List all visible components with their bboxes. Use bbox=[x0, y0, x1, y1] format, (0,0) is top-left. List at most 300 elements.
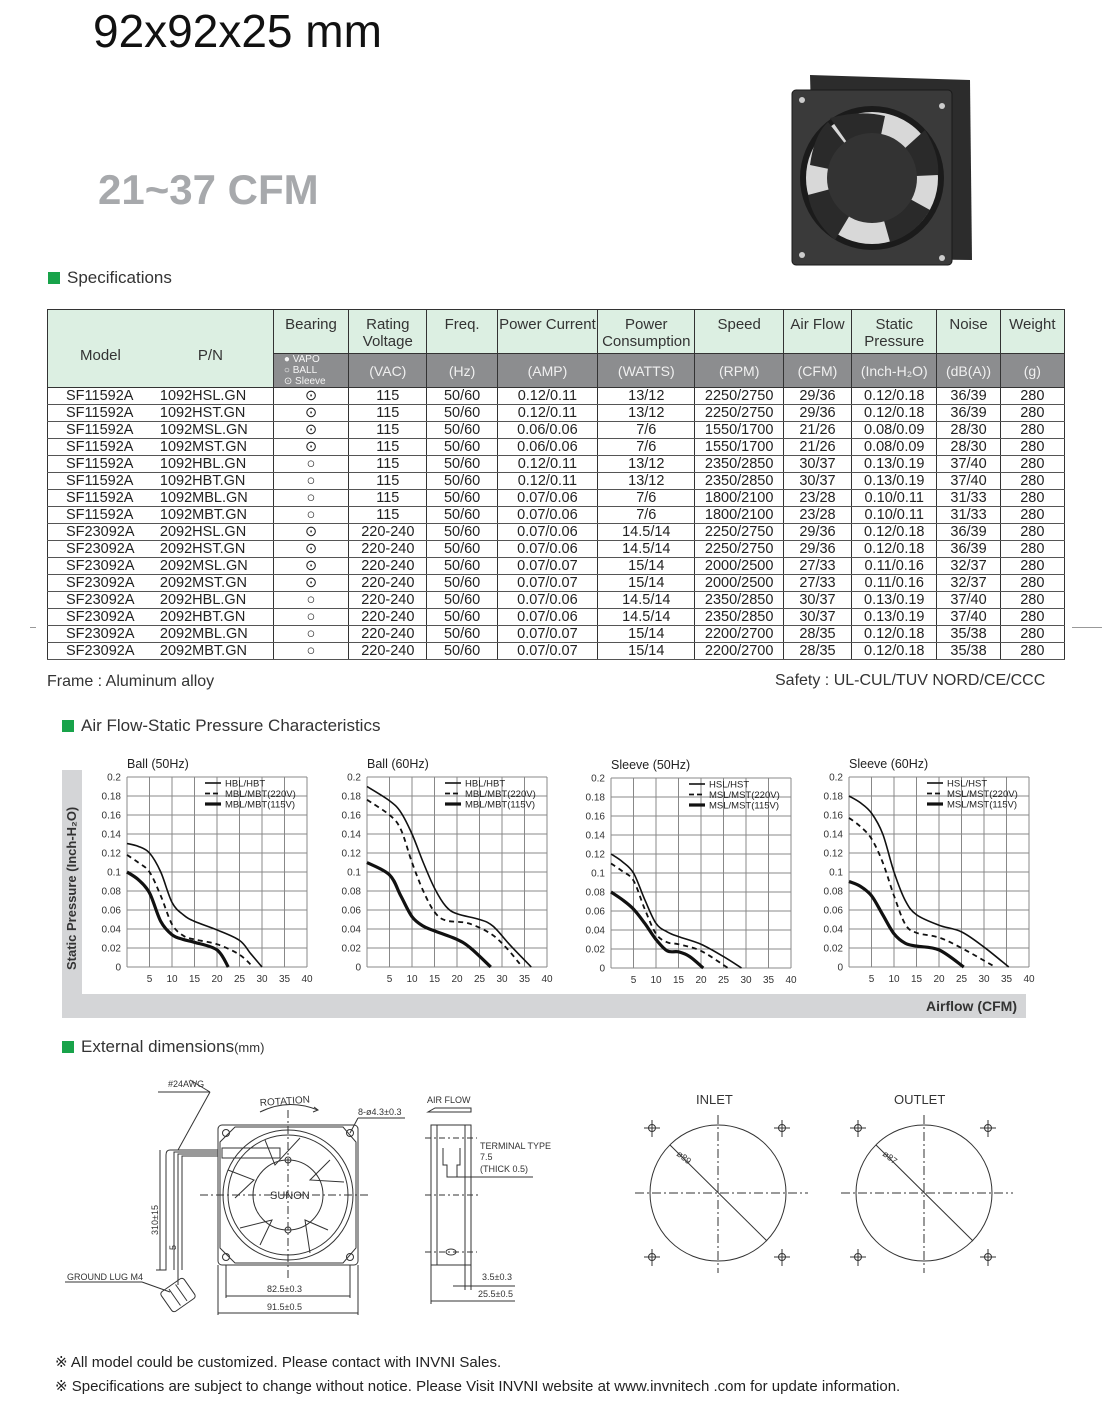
ground-lug-label: GROUND LUG M4 bbox=[67, 1272, 144, 1282]
sleeve-icon: ⊙ bbox=[283, 376, 293, 387]
header-consumption: Power Consumption bbox=[598, 310, 695, 354]
x-tick-label: 35 bbox=[278, 974, 291, 985]
cell-watts: 15/14 bbox=[598, 626, 695, 643]
airflow-direction-label: AIR FLOW bbox=[427, 1095, 471, 1105]
cell-watts: 7/6 bbox=[598, 439, 695, 456]
sleeve-bearing-icon: ⊙ bbox=[273, 405, 348, 422]
cell-model: SF11592A bbox=[48, 473, 158, 490]
cell-speed: 1550/1700 bbox=[695, 422, 783, 439]
x-tick-label: 5 bbox=[386, 974, 393, 985]
cell-speed: 2250/2750 bbox=[695, 524, 783, 541]
cell-noise: 37/40 bbox=[937, 592, 1000, 609]
y-tick-label: 0.2 bbox=[829, 772, 843, 784]
cell-weight: 280 bbox=[1000, 575, 1064, 592]
x-tick-label: 5 bbox=[630, 975, 637, 986]
ball-bearing-icon: ○ bbox=[273, 592, 348, 609]
outlet-diameter-label: ø87 bbox=[880, 1148, 900, 1167]
inlet-view-drawing bbox=[630, 1085, 820, 1275]
unit-airflow: (CFM) bbox=[783, 354, 851, 388]
legend-label: HSL/HST bbox=[947, 778, 988, 790]
cell-freq: 50/60 bbox=[427, 490, 497, 507]
unit-voltage: (VAC) bbox=[349, 354, 427, 388]
cell-freq: 50/60 bbox=[427, 558, 497, 575]
cell-watts: 15/14 bbox=[598, 575, 695, 592]
chart-sleeve-50hz bbox=[585, 758, 811, 988]
cell-pressure: 0.13/0.19 bbox=[852, 609, 937, 626]
fan-depth-label: 25.5±0.5 bbox=[478, 1289, 513, 1299]
cell-watts: 13/12 bbox=[598, 473, 695, 490]
customization-note: ※ All model could be customized. Please contact with INVNI Sales. bbox=[55, 1354, 502, 1371]
cell-pn: 2092MBT.GN bbox=[158, 643, 273, 660]
header-current: Power Current bbox=[497, 310, 597, 354]
cell-speed: 1800/2100 bbox=[695, 490, 783, 507]
cell-current: 0.12/0.11 bbox=[497, 405, 597, 422]
mounting-holes-label: 8-ø4.3±0.3 bbox=[358, 1107, 402, 1117]
cell-speed: 2350/2850 bbox=[695, 473, 783, 490]
cell-cfm: 30/37 bbox=[783, 456, 851, 473]
flange-thickness-label: 3.5±0.3 bbox=[482, 1272, 512, 1282]
y-tick-label: 0.2 bbox=[107, 772, 121, 784]
header-pn: P/N bbox=[158, 310, 273, 388]
y-tick-label: 0.12 bbox=[341, 848, 361, 860]
ball-bearing-icon: ○ bbox=[273, 473, 348, 490]
cell-model: SF11592A bbox=[48, 405, 158, 422]
y-tick-label: 0.04 bbox=[823, 924, 843, 936]
y-tick-label: 0.06 bbox=[585, 906, 605, 918]
legend-label: MSL/MST(220V) bbox=[947, 789, 1018, 800]
cell-noise: 37/40 bbox=[937, 609, 1000, 626]
sleeve-bearing-icon: ⊙ bbox=[273, 439, 348, 456]
safety-certification-note: Safety : UL-CUL/TUV NORD/CE/CCC bbox=[775, 672, 1046, 689]
x-tick-label: 15 bbox=[672, 975, 685, 986]
cell-weight: 280 bbox=[1000, 405, 1064, 422]
cell-pressure: 0.12/0.18 bbox=[852, 388, 937, 405]
cell-speed: 2350/2850 bbox=[695, 609, 783, 626]
cell-noise: 35/38 bbox=[937, 626, 1000, 643]
cell-freq: 50/60 bbox=[427, 626, 497, 643]
cell-noise: 36/39 bbox=[937, 541, 1000, 558]
cell-watts: 7/6 bbox=[598, 507, 695, 524]
cell-voltage: 220-240 bbox=[349, 558, 427, 575]
sleeve-bearing-icon: ⊙ bbox=[273, 558, 348, 575]
cell-model: SF11592A bbox=[48, 456, 158, 473]
y-tick-label: 0.06 bbox=[341, 905, 361, 917]
table-row bbox=[48, 592, 1065, 609]
cell-speed: 1550/1700 bbox=[695, 439, 783, 456]
x-tick-label: 30 bbox=[256, 974, 268, 985]
header-bearing: Bearing bbox=[273, 310, 348, 354]
y-tick-label: 0.08 bbox=[585, 887, 605, 899]
x-tick-label: 20 bbox=[211, 974, 223, 985]
chart-title: Sleeve (50Hz) bbox=[611, 758, 691, 772]
cell-noise: 36/39 bbox=[937, 388, 1000, 405]
cell-model: SF23092A bbox=[48, 626, 158, 643]
cell-model: SF11592A bbox=[48, 490, 158, 507]
cell-model: SF23092A bbox=[48, 643, 158, 660]
cell-noise: 28/30 bbox=[937, 439, 1000, 456]
cell-pn: 1092HBL.GN bbox=[158, 456, 273, 473]
y-tick-label: 0.08 bbox=[341, 886, 361, 898]
cell-current: 0.06/0.06 bbox=[497, 439, 597, 456]
cell-freq: 50/60 bbox=[427, 507, 497, 524]
cell-model: SF23092A bbox=[48, 575, 158, 592]
header-airflow: Air Flow bbox=[783, 310, 851, 354]
x-tick-label: 30 bbox=[978, 974, 990, 985]
legend-label: MSL/MST(220V) bbox=[709, 790, 780, 801]
cell-pressure: 0.08/0.09 bbox=[852, 422, 937, 439]
cell-watts: 15/14 bbox=[598, 643, 695, 660]
cell-current: 0.12/0.11 bbox=[497, 456, 597, 473]
cell-pressure: 0.11/0.16 bbox=[852, 575, 937, 592]
page-title: 92x92x25 mm bbox=[93, 5, 382, 57]
cell-weight: 280 bbox=[1000, 592, 1064, 609]
cell-speed: 2200/2700 bbox=[695, 643, 783, 660]
legend-label: HBL/HBT bbox=[465, 778, 506, 790]
cell-pressure: 0.13/0.19 bbox=[852, 592, 937, 609]
cell-pn: 1092HBT.GN bbox=[158, 473, 273, 490]
header-model: Model bbox=[48, 310, 158, 388]
series-line-bold bbox=[127, 872, 228, 967]
cell-voltage: 115 bbox=[349, 456, 427, 473]
y-tick-label: 0.08 bbox=[101, 886, 121, 898]
cell-current: 0.07/0.06 bbox=[497, 541, 597, 558]
y-tick-label: 0.08 bbox=[823, 886, 843, 898]
cell-speed: 2350/2850 bbox=[695, 592, 783, 609]
cell-watts: 14.5/14 bbox=[598, 592, 695, 609]
table-row bbox=[48, 405, 1065, 422]
cell-current: 0.07/0.07 bbox=[497, 643, 597, 660]
table-row bbox=[48, 388, 1065, 405]
cell-current: 0.06/0.06 bbox=[497, 422, 597, 439]
y-tick-label: 0.02 bbox=[823, 943, 843, 955]
unit-pressure: (Inch-H₂O) bbox=[852, 354, 937, 388]
sleeve-bearing-icon: ⊙ bbox=[273, 524, 348, 541]
x-tick-label: 35 bbox=[518, 974, 531, 985]
x-axis-label: Airflow (CFM) bbox=[926, 998, 1017, 1014]
cell-pressure: 0.12/0.18 bbox=[852, 524, 937, 541]
sleeve-bearing-icon: ⊙ bbox=[273, 388, 348, 405]
cell-pressure: 0.10/0.11 bbox=[852, 507, 937, 524]
specifications-table bbox=[47, 309, 1065, 660]
legend-vapo bbox=[284, 354, 348, 365]
cell-noise: 35/38 bbox=[937, 643, 1000, 660]
x-tick-label: 25 bbox=[955, 974, 968, 985]
ball-bearing-icon: ○ bbox=[273, 490, 348, 507]
series-line-dashed bbox=[849, 818, 995, 967]
dimensions-heading bbox=[62, 1037, 264, 1057]
section-bullet-icon bbox=[48, 272, 60, 284]
cell-pressure: 0.12/0.18 bbox=[852, 405, 937, 422]
x-tick-label: 15 bbox=[428, 974, 441, 985]
cell-weight: 280 bbox=[1000, 507, 1064, 524]
cell-freq: 50/60 bbox=[427, 388, 497, 405]
cell-cfm: 21/26 bbox=[783, 439, 851, 456]
cell-voltage: 220-240 bbox=[349, 575, 427, 592]
cell-weight: 280 bbox=[1000, 609, 1064, 626]
table-row bbox=[48, 524, 1065, 541]
y-tick-label: 0.02 bbox=[585, 944, 605, 956]
x-tick-label: 15 bbox=[188, 974, 201, 985]
x-tick-label: 35 bbox=[1000, 974, 1013, 985]
y-tick-label: 0.04 bbox=[585, 925, 605, 937]
page-edge-mark bbox=[1072, 627, 1102, 628]
cell-speed: 2000/2500 bbox=[695, 575, 783, 592]
side-view-drawing bbox=[420, 1080, 580, 1310]
terminal-size-label: 7.5 bbox=[480, 1152, 493, 1162]
series-line-solid bbox=[849, 796, 1009, 967]
x-tick-label: 10 bbox=[650, 975, 662, 986]
ball-icon: ○ bbox=[283, 365, 290, 376]
inlet-label: INLET bbox=[696, 1092, 733, 1107]
cell-pressure: 0.12/0.18 bbox=[852, 541, 937, 558]
x-tick-label: 40 bbox=[785, 975, 797, 986]
sleeve-bearing-icon: ⊙ bbox=[273, 575, 348, 592]
cell-pressure: 0.13/0.19 bbox=[852, 456, 937, 473]
cell-weight: 280 bbox=[1000, 388, 1064, 405]
outlet-label: OUTLET bbox=[894, 1092, 946, 1107]
legend-label: HSL/HST bbox=[709, 779, 750, 791]
unit-noise: (dB(A)) bbox=[937, 354, 1000, 388]
unit-current: (AMP) bbox=[497, 354, 597, 388]
outlet-view-drawing bbox=[838, 1085, 1028, 1275]
y-tick-label: 0.16 bbox=[823, 810, 843, 822]
cell-current: 0.07/0.06 bbox=[497, 592, 597, 609]
table-row bbox=[48, 456, 1065, 473]
chart-ball-60hz bbox=[341, 757, 567, 987]
cell-pn: 2092HSL.GN bbox=[158, 524, 273, 541]
y-tick-label: 0.18 bbox=[585, 792, 605, 804]
y-tick-label: 0.12 bbox=[823, 848, 843, 860]
x-axis-strip bbox=[62, 994, 1026, 1018]
unit-consumption: (WATTS) bbox=[598, 354, 695, 388]
cell-speed: 2250/2750 bbox=[695, 541, 783, 558]
cell-pressure: 0.12/0.18 bbox=[852, 643, 937, 660]
y-tick-label: 0.14 bbox=[823, 829, 843, 841]
cell-freq: 50/60 bbox=[427, 456, 497, 473]
cell-freq: 50/60 bbox=[427, 575, 497, 592]
cell-cfm: 29/36 bbox=[783, 405, 851, 422]
cell-noise: 37/40 bbox=[937, 456, 1000, 473]
cell-pn: 1092MST.GN bbox=[158, 439, 273, 456]
cell-weight: 280 bbox=[1000, 439, 1064, 456]
y-tick-label: 0.02 bbox=[101, 943, 121, 955]
table-row bbox=[48, 643, 1065, 660]
y-tick-label: 0.1 bbox=[591, 868, 605, 880]
unit-freq: (Hz) bbox=[427, 354, 497, 388]
cell-noise: 36/39 bbox=[937, 405, 1000, 422]
cell-model: SF23092A bbox=[48, 558, 158, 575]
brand-label: SUNON bbox=[270, 1190, 310, 1202]
x-tick-label: 10 bbox=[166, 974, 178, 985]
strip-length-label: 5 bbox=[168, 1244, 178, 1250]
chart-title: Sleeve (60Hz) bbox=[849, 757, 929, 771]
cell-pressure: 0.13/0.19 bbox=[852, 473, 937, 490]
ball-bearing-icon: ○ bbox=[273, 643, 348, 660]
cell-speed: 2250/2750 bbox=[695, 405, 783, 422]
cell-pn: 2092HBT.GN bbox=[158, 609, 273, 626]
y-tick-label: 0.06 bbox=[101, 905, 121, 917]
legend-label: MSL/MST(115V) bbox=[709, 800, 780, 812]
cell-speed: 2000/2500 bbox=[695, 558, 783, 575]
cell-pn: 1092HSL.GN bbox=[158, 388, 273, 405]
fan-product-photo bbox=[790, 70, 975, 270]
chart-title: Ball (60Hz) bbox=[367, 757, 429, 771]
cell-pn: 1092MSL.GN bbox=[158, 422, 273, 439]
cell-weight: 280 bbox=[1000, 643, 1064, 660]
y-tick-label: 0.2 bbox=[347, 772, 361, 784]
cell-pressure: 0.11/0.16 bbox=[852, 558, 937, 575]
x-tick-label: 25 bbox=[233, 974, 246, 985]
cell-weight: 280 bbox=[1000, 541, 1064, 558]
cell-cfm: 23/28 bbox=[783, 507, 851, 524]
cell-voltage: 115 bbox=[349, 490, 427, 507]
terminal-type-label: TERMINAL TYPE bbox=[480, 1141, 552, 1151]
cell-pn: 2092MSL.GN bbox=[158, 558, 273, 575]
cell-current: 0.07/0.07 bbox=[497, 558, 597, 575]
specifications-heading bbox=[48, 268, 172, 288]
ball-bearing-icon: ○ bbox=[273, 507, 348, 524]
x-tick-label: 40 bbox=[301, 974, 313, 985]
cell-pn: 1092MBL.GN bbox=[158, 490, 273, 507]
cell-voltage: 220-240 bbox=[349, 524, 427, 541]
table-row bbox=[48, 609, 1065, 626]
cell-current: 0.07/0.06 bbox=[497, 524, 597, 541]
x-tick-label: 5 bbox=[868, 974, 875, 985]
cell-weight: 280 bbox=[1000, 422, 1064, 439]
legend-vapo-label: VAPO bbox=[292, 354, 320, 365]
cell-weight: 280 bbox=[1000, 490, 1064, 507]
cell-freq: 50/60 bbox=[427, 473, 497, 490]
cell-model: SF11592A bbox=[48, 422, 158, 439]
y-tick-label: 0.2 bbox=[591, 773, 605, 785]
airflow-range-heading: 21~37 CFM bbox=[98, 166, 319, 213]
series-line-bold bbox=[849, 882, 964, 968]
cell-pn: 2092MBL.GN bbox=[158, 626, 273, 643]
wire-gauge-label: #24AWG bbox=[168, 1079, 205, 1089]
cell-watts: 14.5/14 bbox=[598, 524, 695, 541]
legend-label: MBL/MBT(220V) bbox=[225, 789, 296, 800]
table-row bbox=[48, 558, 1065, 575]
table-row bbox=[48, 490, 1065, 507]
cell-watts: 7/6 bbox=[598, 422, 695, 439]
cell-cfm: 29/36 bbox=[783, 541, 851, 558]
cell-current: 0.07/0.07 bbox=[497, 626, 597, 643]
cell-noise: 28/30 bbox=[937, 422, 1000, 439]
vapo-icon: ● bbox=[283, 354, 290, 365]
cell-voltage: 220-240 bbox=[349, 541, 427, 558]
x-tick-label: 40 bbox=[1023, 974, 1035, 985]
specifications-heading-text: Specifications bbox=[67, 268, 172, 287]
cell-noise: 31/33 bbox=[937, 490, 1000, 507]
cell-weight: 280 bbox=[1000, 558, 1064, 575]
cell-cfm: 28/35 bbox=[783, 643, 851, 660]
header-weight: Weight bbox=[1000, 310, 1064, 354]
y-tick-label: 0.14 bbox=[585, 830, 605, 842]
cell-voltage: 220-240 bbox=[349, 592, 427, 609]
legend-label: MBL/MBT(115V) bbox=[465, 799, 536, 811]
y-tick-label: 0.06 bbox=[823, 905, 843, 917]
cell-model: SF11592A bbox=[48, 388, 158, 405]
table-row bbox=[48, 575, 1065, 592]
header-voltage: Rating Voltage bbox=[349, 310, 427, 354]
legend-label: MSL/MST(115V) bbox=[947, 799, 1018, 811]
y-tick-label: 0 bbox=[837, 962, 843, 974]
x-tick-label: 15 bbox=[910, 974, 923, 985]
cell-freq: 50/60 bbox=[427, 524, 497, 541]
cell-model: SF23092A bbox=[48, 524, 158, 541]
cell-voltage: 115 bbox=[349, 405, 427, 422]
page-edge-mark bbox=[30, 627, 36, 628]
unit-speed: (RPM) bbox=[695, 354, 783, 388]
ball-bearing-icon: ○ bbox=[273, 609, 348, 626]
cell-speed: 2250/2750 bbox=[695, 388, 783, 405]
table-row bbox=[48, 507, 1065, 524]
header-speed: Speed bbox=[695, 310, 783, 354]
cell-cfm: 28/35 bbox=[783, 626, 851, 643]
series-line-dashed bbox=[367, 800, 522, 967]
header-pressure: Static Pressure bbox=[852, 310, 937, 354]
cell-cfm: 30/37 bbox=[783, 592, 851, 609]
ball-bearing-icon: ○ bbox=[273, 626, 348, 643]
cell-pn: 2092HST.GN bbox=[158, 541, 273, 558]
x-tick-label: 10 bbox=[406, 974, 418, 985]
y-tick-label: 0.14 bbox=[341, 829, 361, 841]
x-tick-label: 20 bbox=[933, 974, 945, 985]
cell-voltage: 115 bbox=[349, 473, 427, 490]
y-tick-label: 0.18 bbox=[823, 791, 843, 803]
y-tick-label: 0.12 bbox=[101, 848, 121, 860]
y-tick-label: 0 bbox=[115, 962, 121, 974]
cell-voltage: 115 bbox=[349, 422, 427, 439]
sleeve-bearing-icon: ⊙ bbox=[273, 422, 348, 439]
cell-cfm: 23/28 bbox=[783, 490, 851, 507]
cell-current: 0.07/0.06 bbox=[497, 609, 597, 626]
unit-weight: (g) bbox=[1000, 354, 1064, 388]
cell-voltage: 220-240 bbox=[349, 626, 427, 643]
cell-weight: 280 bbox=[1000, 456, 1064, 473]
y-tick-label: 0.18 bbox=[101, 791, 121, 803]
cell-freq: 50/60 bbox=[427, 405, 497, 422]
header-freq: Freq. bbox=[427, 310, 497, 354]
cell-pressure: 0.08/0.09 bbox=[852, 439, 937, 456]
dimensions-heading-text: External dimensions bbox=[81, 1037, 235, 1056]
y-tick-label: 0 bbox=[355, 962, 361, 974]
cell-noise: 32/37 bbox=[937, 558, 1000, 575]
website-note: ※ Specifications are subject to change without notice. Please Visit INVNI website at www.invnitech .com for update information. bbox=[55, 1378, 901, 1395]
frame-material-note: Frame : Aluminum alloy bbox=[47, 673, 215, 690]
cell-current: 0.12/0.11 bbox=[497, 388, 597, 405]
cell-cfm: 30/37 bbox=[783, 473, 851, 490]
bearing-legend bbox=[273, 354, 348, 388]
cell-freq: 50/60 bbox=[427, 592, 497, 609]
y-axis-label: Static Pressure (Inch-H₂O) bbox=[64, 806, 79, 970]
header-noise: Noise bbox=[937, 310, 1000, 354]
cell-cfm: 29/36 bbox=[783, 524, 851, 541]
cell-voltage: 115 bbox=[349, 439, 427, 456]
cell-model: SF11592A bbox=[48, 507, 158, 524]
legend-label: MBL/MBT(220V) bbox=[465, 789, 536, 800]
hole-spacing-label: 82.5±0.3 bbox=[267, 1284, 302, 1294]
x-tick-label: 10 bbox=[888, 974, 900, 985]
cell-voltage: 115 bbox=[349, 507, 427, 524]
y-tick-label: 0.1 bbox=[107, 867, 121, 879]
cell-watts: 13/12 bbox=[598, 388, 695, 405]
table-row bbox=[48, 626, 1065, 643]
cell-pressure: 0.10/0.11 bbox=[852, 490, 937, 507]
cell-freq: 50/60 bbox=[427, 643, 497, 660]
legend-label: MBL/MBT(115V) bbox=[225, 799, 296, 811]
legend-sleeve bbox=[284, 376, 348, 387]
